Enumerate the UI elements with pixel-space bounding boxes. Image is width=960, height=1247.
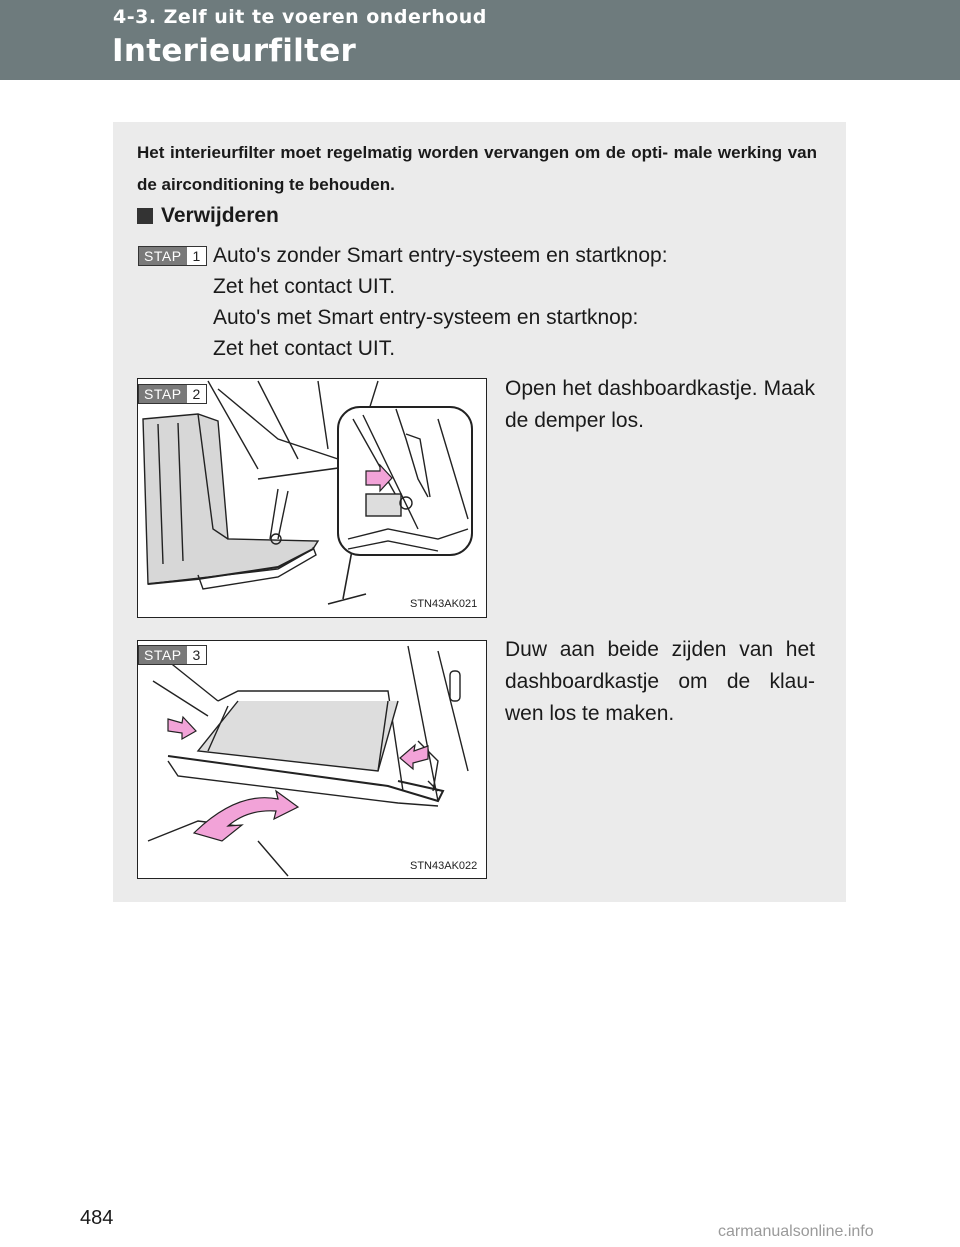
figure-code: STN43AK021 — [410, 598, 478, 610]
page-number: 484 — [80, 1207, 114, 1229]
step-badge-number: 3 — [192, 647, 201, 663]
subheading — [137, 204, 279, 228]
intro-text: Het interieurfilter moet regelmatig worden vervangen om de opti- male werking van de airconditioning te behouden. — [137, 143, 817, 194]
step-1-text — [213, 240, 668, 364]
step-2-text: Open het dashboardkastje. Maak de demper los. — [505, 377, 815, 432]
step-1-line: Zet het contact UIT. — [213, 337, 396, 360]
figure-code: STN43AK022 — [410, 860, 478, 872]
step-badge-1 — [138, 246, 207, 266]
section-title: 4-3. Zelf uit te voeren onderhoud — [113, 6, 487, 28]
step-1-line: Zet het contact UIT. — [213, 275, 396, 298]
figure-glovebox-damper — [137, 378, 487, 618]
square-bullet-icon — [137, 208, 153, 224]
step-1-line: Auto's met Smart entry-systeem en startknop: — [213, 306, 639, 329]
step-badge-2 — [138, 384, 207, 404]
step-1-line: Auto's zonder Smart entry-systeem en startknop: — [213, 244, 668, 267]
step-badge-3 — [138, 645, 207, 665]
subheading-label: Verwijderen — [161, 204, 279, 227]
glovebox-damper-illustration — [138, 379, 486, 617]
step-badge-number: 2 — [192, 386, 201, 402]
page-title: Interieurfilter — [112, 33, 357, 69]
watermark: carmanualsonline.info — [718, 1223, 874, 1240]
step-badge-label: STAP — [139, 247, 187, 265]
glovebox-release-illustration — [138, 641, 486, 878]
figure-glovebox-release — [137, 640, 487, 879]
step-badge-label: STAP — [139, 385, 187, 403]
page-header — [0, 0, 960, 80]
step-3-text: Duw aan beide zijden van het dashboardkastje om de klau- wen los te maken. — [505, 638, 815, 725]
step-badge-label: STAP — [139, 646, 187, 664]
step-badge-number: 1 — [192, 248, 201, 264]
